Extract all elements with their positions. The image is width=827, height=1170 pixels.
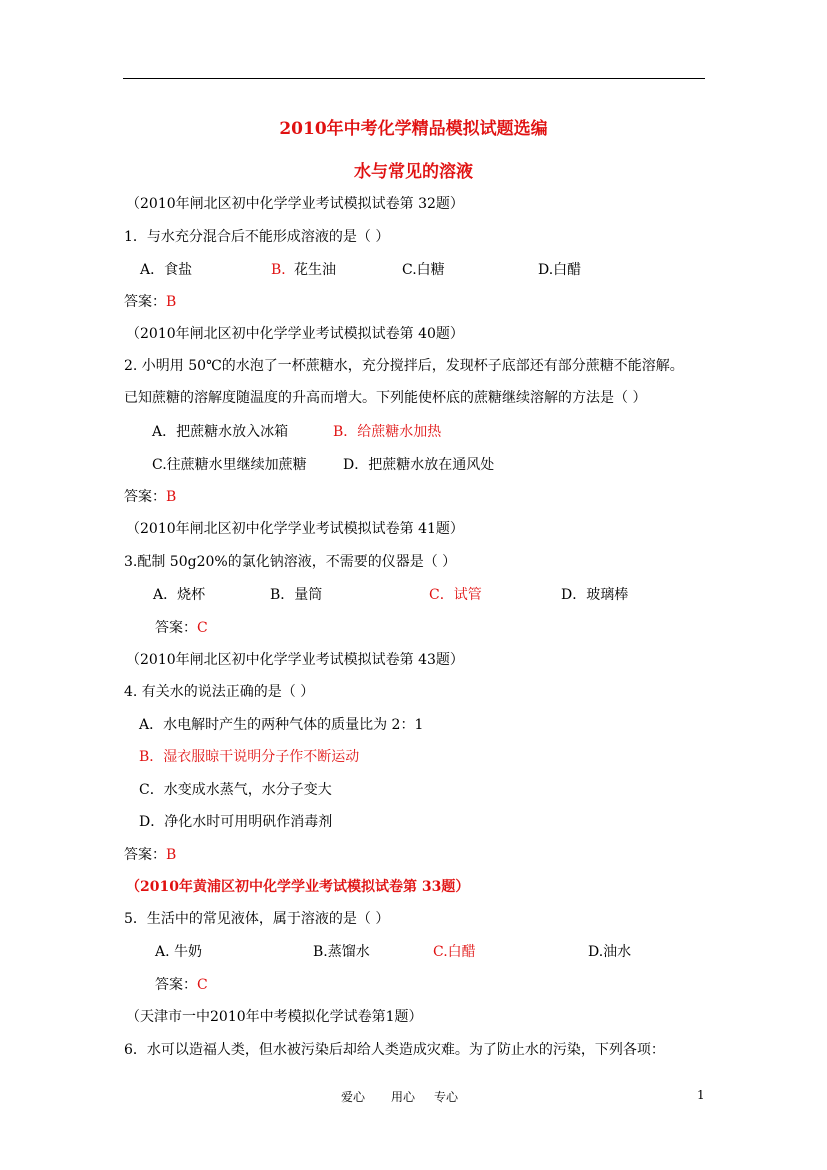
q1-option-a: A．食盐 (140, 262, 193, 278)
q3-option-d: D．玻璃棒 (561, 587, 629, 603)
header-rule (123, 78, 705, 79)
q5-source: （2010年黄浦区初中化学学业考试模拟试卷第 33题） (126, 879, 470, 895)
q2-option-b: B．给蔗糖水加热 (333, 424, 442, 440)
q5-option-d: D.油水 (588, 944, 632, 960)
footer-item-love: 爱心 (341, 1090, 366, 1104)
footer-item-care: 用心 (391, 1090, 416, 1104)
q3-answer-value: C (197, 620, 208, 636)
q4-option-a: A．水电解时产生的两种气体的质量比为 2：1 (139, 717, 424, 733)
q2-source: （2010年闸北区初中化学学业考试模拟试卷第 40题） (126, 326, 464, 342)
q2-option-c: C.往蔗糖水里继续加蔗糖 (152, 457, 307, 473)
q1-option-d: D.白醋 (538, 262, 582, 278)
q1-answer-value: B (166, 294, 177, 310)
q3-option-a: A．烧杯 (153, 587, 206, 603)
q6-source: （天津市一中2010年中考模拟化学试卷第1题） (126, 1009, 423, 1025)
q1-answer (124, 293, 176, 311)
q5-option-c: C.白醋 (433, 944, 476, 960)
q4-option-c: C．水变成水蒸气，水分子变大 (139, 782, 332, 798)
q4-answer (124, 846, 176, 864)
q2-option-a: A．把蔗糖水放入冰箱 (152, 424, 289, 440)
q2-answer-value: B (166, 489, 177, 505)
q2-stem-line2: 已知蔗糖的溶解度随温度的升高而增大。下列能使杯底的蔗糖继续溶解的方法是（ ） (124, 390, 647, 406)
q3-option-c: C．试管 (429, 587, 482, 603)
q1-source: （2010年闸北区初中化学学业考试模拟试卷第 32题） (126, 196, 464, 212)
q1-option-c: C.白糖 (402, 262, 445, 278)
q4-option-b (139, 748, 359, 766)
page-number: 1 (697, 1088, 705, 1102)
q3-answer (155, 619, 208, 637)
q3-source: （2010年闸北区初中化学学业考试模拟试卷第 41题） (126, 521, 464, 537)
q3-option-b: B．量筒 (270, 587, 323, 603)
q3-stem: 3.配制 50g20%的氯化钠溶液，不需要的仪器是（ ） (124, 554, 457, 570)
q4-stem: 4. 有关水的说法正确的是（ ） (124, 684, 315, 700)
q1-answer-label: 答案： (124, 294, 166, 310)
q2-answer-label: 答案： (124, 489, 166, 505)
document-subtitle: 水与常见的溶液 (354, 162, 473, 182)
q3-answer-label: 答案： (155, 620, 197, 636)
q1-stem: 1．与水充分混合后不能形成溶液的是（ ） (124, 229, 390, 245)
q5-answer-value: C (197, 977, 208, 993)
q5-answer-label: 答案： (155, 977, 197, 993)
footer-item-focus: 专心 (434, 1090, 459, 1104)
q1-option-b-text: 花生油 (294, 262, 336, 278)
q2-stem-line1: 2. 小明用 50℃的水泡了一杯蔗糖水，充分搅拌后，发现杯子底部还有部分蔗糖不能溶解。 (124, 358, 684, 374)
q1-option-b-label: B． (271, 262, 296, 278)
q4-option-d: D．净化水时可用明矾作消毒剂 (139, 814, 333, 830)
q5-option-a: A. 牛奶 (155, 944, 203, 960)
q5-option-b: B.蒸馏水 (313, 944, 370, 960)
q4-option-b-text: B．湿衣服晾干说明分子作不断运动 (139, 749, 360, 765)
document-title: 2010年中考化学精品模拟试题选编 (279, 119, 548, 139)
q5-answer (155, 976, 208, 994)
q5-stem: 5．生活中的常见液体，属于溶液的是（ ） (124, 911, 390, 927)
q6-stem: 6．水可以造福人类，但水被污染后却给人类造成灾难。为了防止水的污染，下列各项： (124, 1042, 665, 1058)
q4-answer-value: B (166, 847, 177, 863)
q2-answer (124, 488, 176, 506)
q4-source: （2010年闸北区初中化学学业考试模拟试卷第 43题） (126, 652, 464, 668)
q4-answer-label: 答案： (124, 847, 166, 863)
q2-option-d: D．把蔗糖水放在通风处 (343, 457, 495, 473)
